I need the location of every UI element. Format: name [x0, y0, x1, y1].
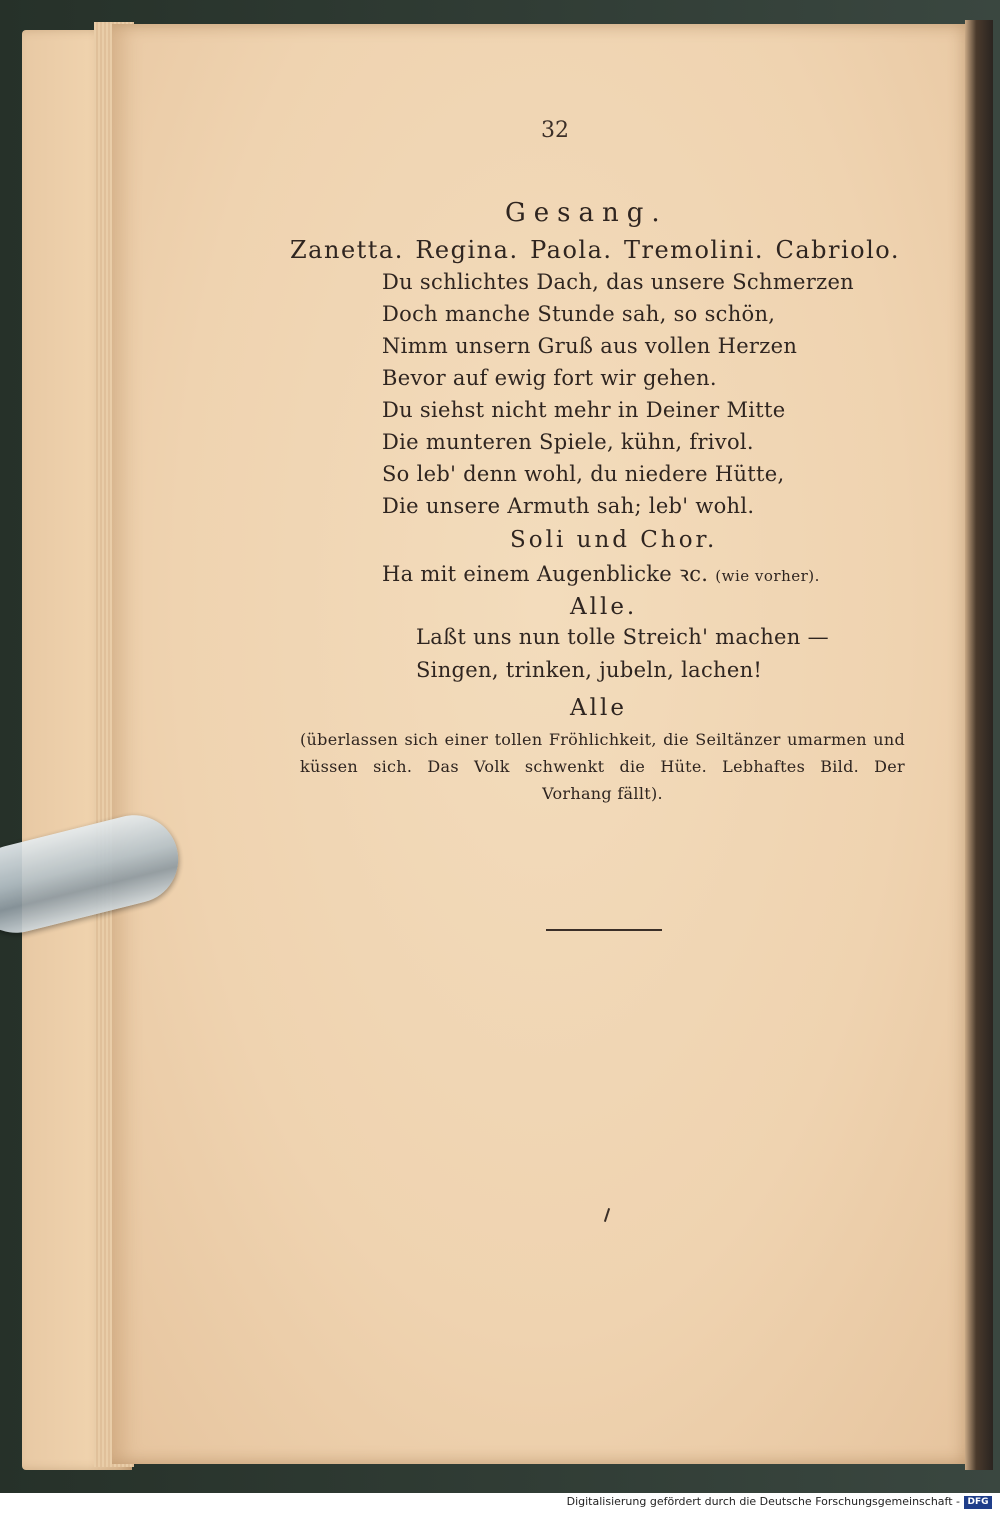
- cast-name: Cabriolo.: [775, 236, 900, 264]
- alle-line: Singen, trinken, jubeln, lachen!: [416, 658, 763, 682]
- alle-label: Alle.: [570, 594, 638, 620]
- cast-name: Zanetta.: [290, 236, 404, 264]
- verse-line: Doch manche Stunde sah, so schön,: [382, 302, 776, 326]
- closing-rule: [546, 929, 662, 931]
- cast-name: Paola.: [530, 236, 613, 264]
- verse-line: Du schlichtes Dach, das unsere Schmerzen: [382, 270, 855, 294]
- page-number: 32: [541, 118, 569, 143]
- stage-direction-line: (überlassen sich einer tollen Fröhlichkeit, die Seiltänzer umarmen und: [300, 730, 905, 749]
- cast-name: Regina.: [415, 236, 519, 264]
- verse-line: Bevor auf ewig fort wir gehen.: [382, 366, 717, 390]
- footer-credit: Digitalisierung gefördert durch die Deutsche Forschungsgemeinschaft -: [566, 1495, 960, 1508]
- verse-line: Die unsere Armuth sah; leb' wohl.: [382, 494, 755, 518]
- section-heading: Gesang.: [505, 198, 668, 228]
- verse-line: Nimm unsern Gruß aus vollen Herzen: [382, 334, 798, 358]
- cast-list: [290, 236, 900, 264]
- cast-name: Tremolini.: [624, 236, 765, 264]
- verse-line: Die munteren Spiele, kühn, frivol.: [382, 430, 754, 454]
- alle-line: Laßt uns nun tolle Streich' machen —: [416, 625, 829, 649]
- alle-label: Alle: [570, 695, 627, 721]
- book-spine-shadow: [965, 20, 993, 1470]
- verse-line: Du siehst nicht mehr in Deiner Mitte: [382, 398, 786, 422]
- soli-line: [382, 560, 820, 588]
- stage-direction-line: Vorhang fällt).: [542, 784, 663, 803]
- dfg-logo-icon: DFG: [964, 1496, 992, 1509]
- soli-label: Soli und Chor.: [510, 527, 718, 553]
- footer-bar: [0, 1493, 1000, 1513]
- soli-line-note: (wie vorher).: [715, 567, 820, 585]
- verse-line: So leb' denn wohl, du niedere Hütte,: [382, 462, 785, 486]
- stage-direction-line: küssen sich. Das Volk schwenkt die Hüte. Lebhaftes Bild. Der: [300, 757, 905, 776]
- soli-line-main: Ha mit einem Augenblicke ꝛc.: [382, 562, 709, 586]
